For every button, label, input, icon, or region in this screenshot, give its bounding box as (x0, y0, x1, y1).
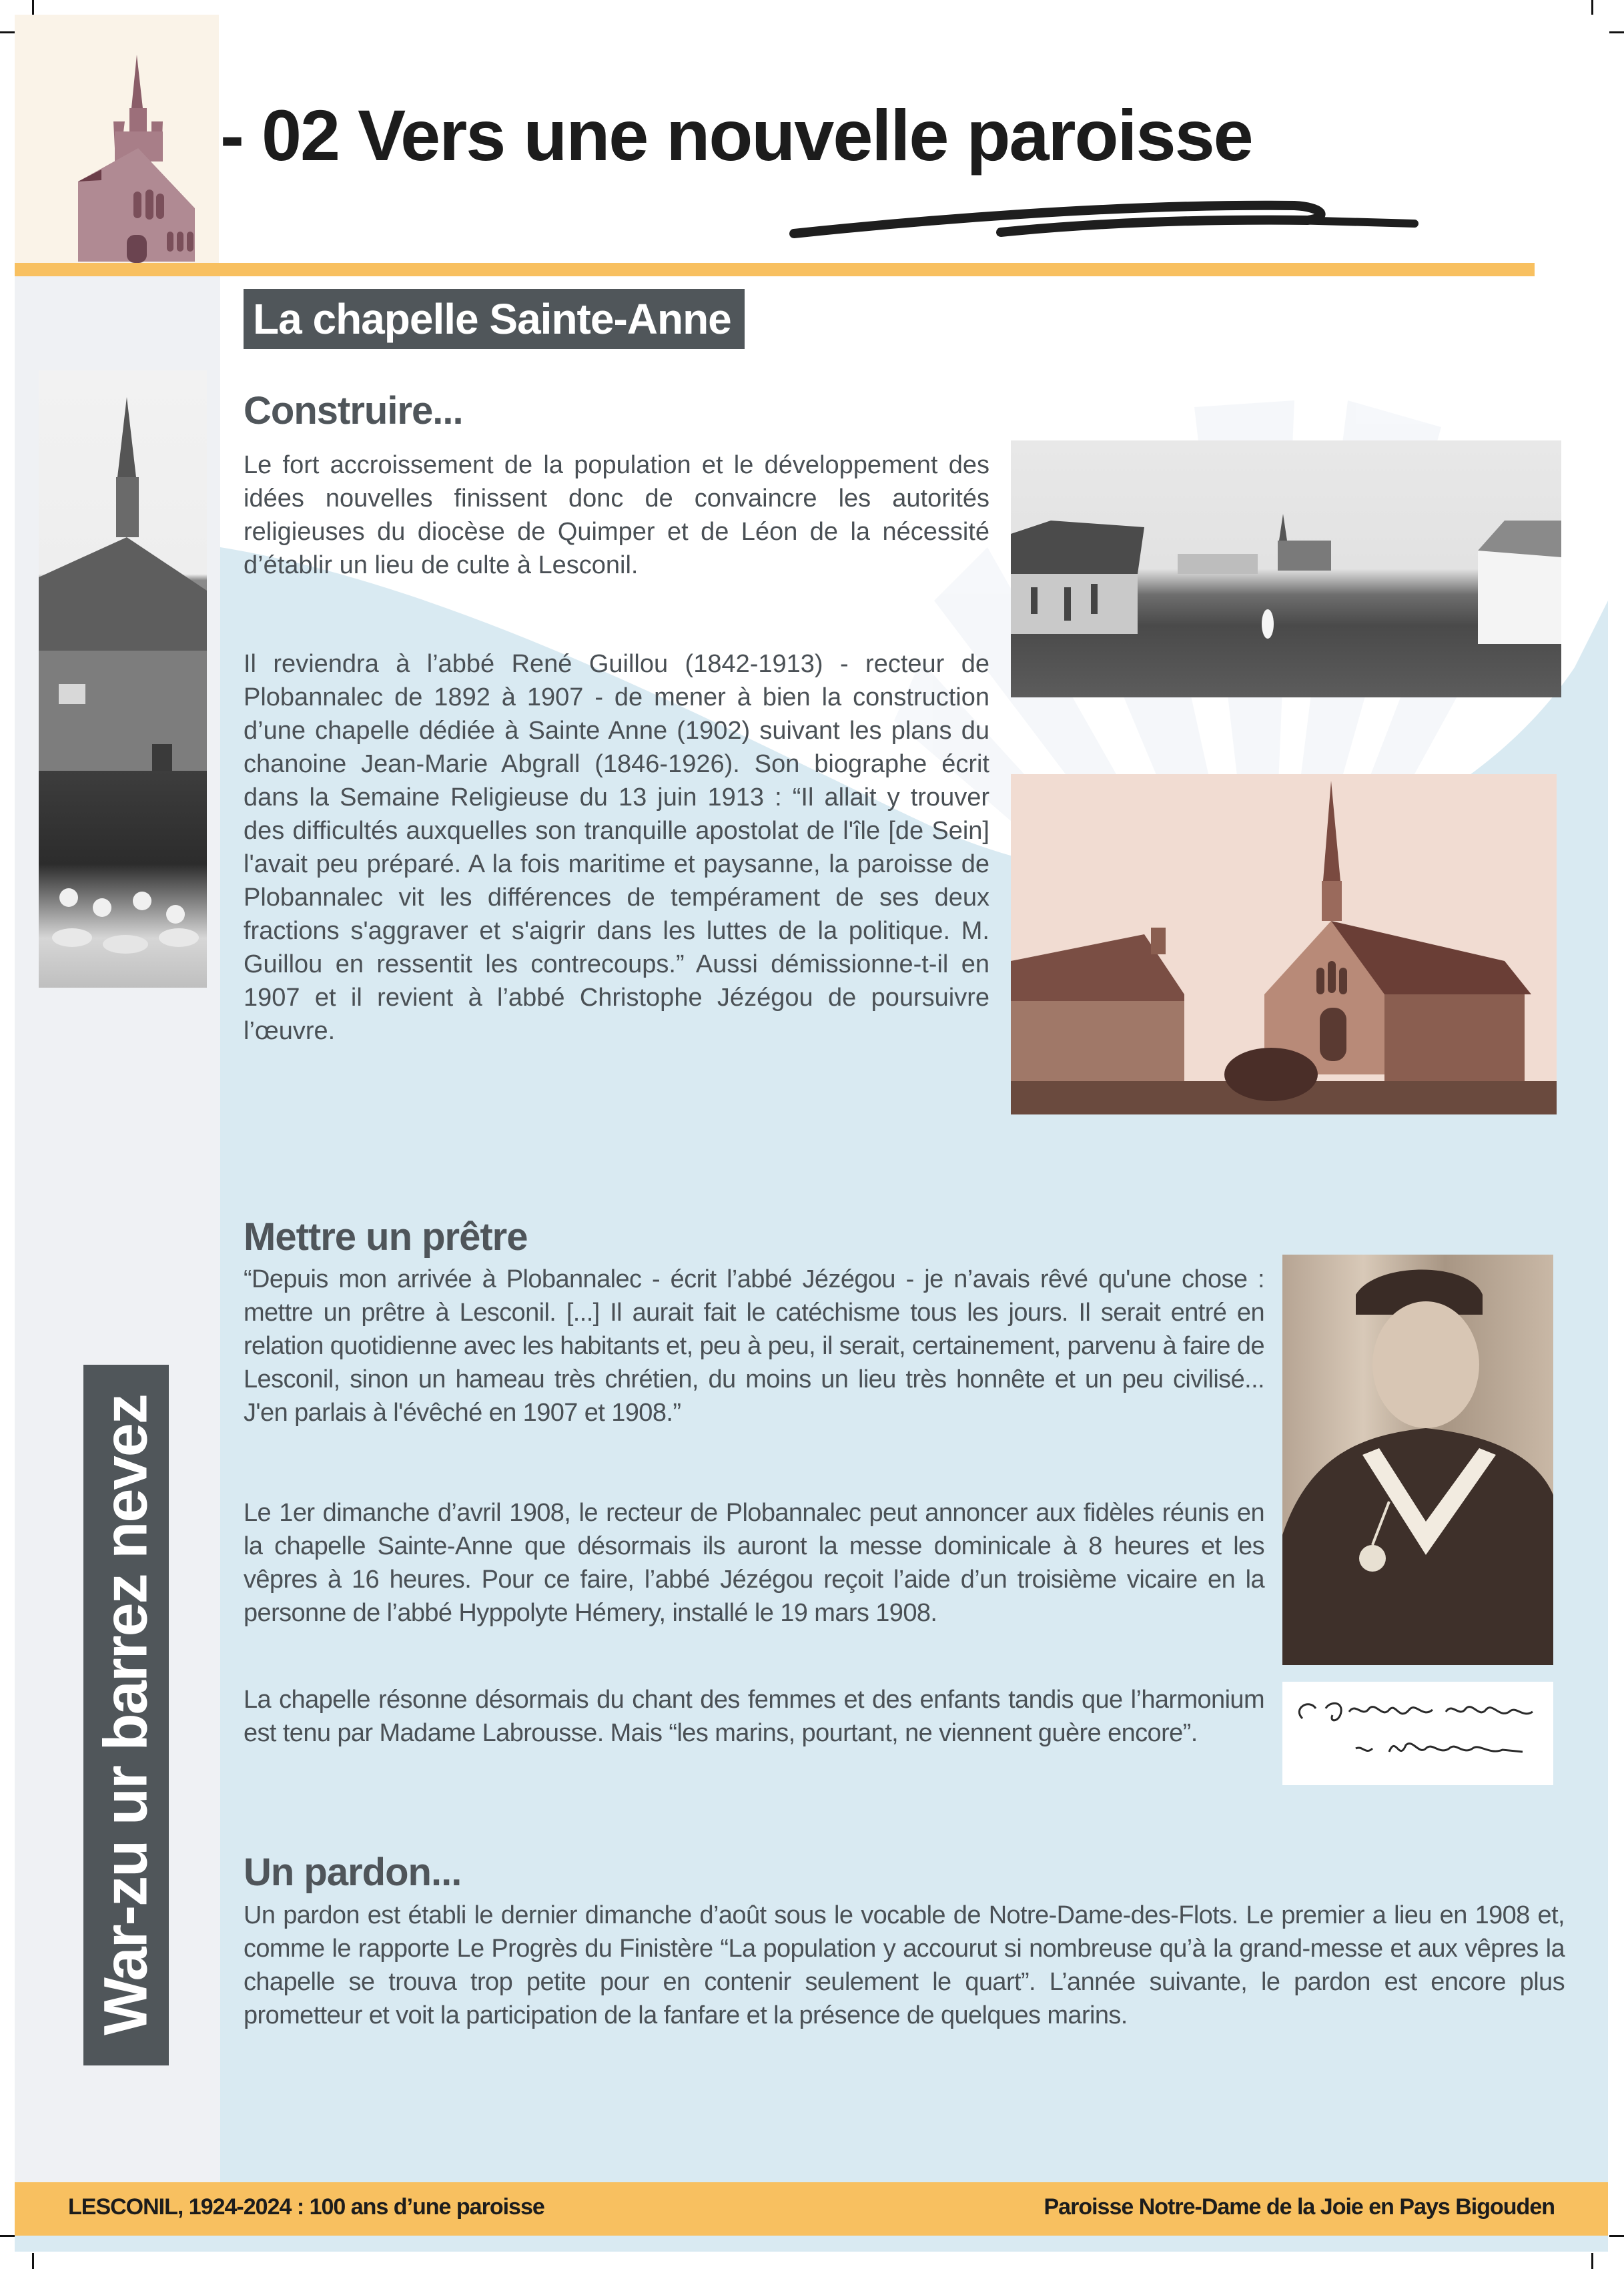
header-church-box (15, 15, 219, 263)
photo-abbe-jezegou-portrait (1282, 1255, 1553, 1665)
paragraph-pretre-3: La chapelle résonne désormais du chant des femmes et des enfants tandis que l’harmonium est tenu par Madame Labrousse. Mais “les marins, pourtant, ne viennent guère encore”. (244, 1686, 1264, 1747)
title-underline-scribble (787, 200, 1421, 240)
page-title: - 02 Vers une nouvelle paroisse (220, 95, 1252, 176)
section-title: La chapelle Sainte-Anne (244, 289, 745, 349)
photo-village-chapel-distance (1011, 440, 1561, 697)
heading-construire: Construire... (244, 389, 463, 432)
photo-chapel-with-women (39, 370, 207, 988)
footer-right-text: Paroisse Notre-Dame de la Joie en Pays Bigouden (1044, 2194, 1555, 2220)
signature-jezegou (1282, 1682, 1553, 1785)
header-accent-bar (15, 263, 1535, 276)
paragraph-pardon: Un pardon est établi le dernier dimanche d’août sous le vocable de Notre-Dame-des-Flots. Le premier a lieu en 1908 et, comme le rapporte Le Progrès du Finistère “La population y accourut si nombreuse qu’à la grand-messe et aux vêpres la chapelle se trouva trop petite pour en contenir seulement le quart”. L’année suivante, le pardon est encore plus prometteur et voit la participation de la fanfare et la présence de quelques marins. (244, 1901, 1565, 2029)
photo-chapel-sainte-anne-sepia (1011, 774, 1557, 1114)
vertical-label-text: War-zu ur barrez nevez (91, 1395, 160, 2035)
church-illustration (15, 15, 219, 263)
vertical-label-box (83, 1365, 169, 2065)
footer-left-text: LESCONIL, 1924-2024 : 100 ans d’une paroisse (68, 2194, 544, 2220)
paragraph-construire-2: Il reviendra à l’abbé René Guillou (1842-1913) - recteur de Plobannalec de 1892 à 1907 - de mener à bien la construction d’une chapelle dédiée à Sainte Anne (1902) suivant les plans du chanoine Jean-Marie Abgrall (1846-1926). Son biographe écrit dans la Semaine Religieuse du 13 juin 1913 : “Il allait y trouver des difficultés auxquelles son tranquille apostolat de l'île [de Sein] l'avait peu préparé. A la fois maritime et paysanne, la paroisse de Plobannalec vit les différences de tempérament de ses deux fractions s'aggraver et s'aigrir dans les luttes de la politique. M. Guillou en ressentit les contrecoups.” Aussi démissionne-t-il en 1907 et il revient à l’abbé Christophe Jézégou de poursuivre l’œuvre. (244, 650, 989, 1045)
footer-bar (15, 2182, 1608, 2236)
footer-bottom-strip (15, 2236, 1608, 2252)
heading-mettre-un-pretre: Mettre un prêtre (244, 1215, 528, 1259)
paragraph-construire-1: Le fort accroissement de la population et le développement des idées nouvelles finissent donc de convaincre les autorités religieuses du diocèse de Quimper et de Léon de la nécessité d’établir un lieu de culte à Lesconil. (244, 451, 989, 579)
paragraph-pretre-2: Le 1er dimanche d’avril 1908, le recteur de Plobannalec peut annoncer aux fidèles réunis en la chapelle Sainte-Anne que désormais ils auront la messe dominicale à 8 heures et les vêpres à 16 heures. Pour ce faire, l’abbé Jézégou reçoit l’aide d’un troisième vicaire en la personne de l’abbé Hyppolyte Hémery, installé le 19 mars 1908. (244, 1499, 1264, 1627)
heading-un-pardon: Un pardon... (244, 1851, 462, 1894)
paragraph-pretre-quote: “Depuis mon arrivée à Plobannalec - écrit l’abbé Jézégou - je n’avais rêvé qu'une chose : mettre un prêtre à Lesconil. [...] Il aurait fait le catéchisme tous les jours. Il serait entré en relation quotidienne avec les habitants et, peu à peu, il serait, certainement, parvenu à faire de Lesconil, sinon un hameau très chrétien, du moins un lieu très honnête et un peu civilisé... J'en parlais à l'évêché en 1907 et 1908.” (244, 1265, 1264, 1427)
